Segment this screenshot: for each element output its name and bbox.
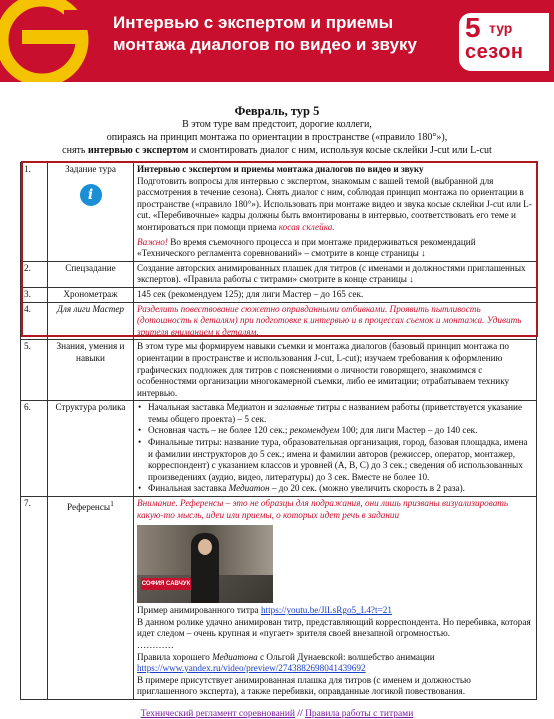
table-row [21,163,537,262]
table-row [21,401,537,497]
example-2: Правила хорошего Медиатона с Ольгой Дунаевской: волшебство анимации [137,651,435,662]
season-badge [459,13,549,71]
intro-line-2: опираясь на принцип монтажа по ориентации в пространстве («правило 180°»), [106,132,448,143]
header-title: Интервью с экспертом и приемы монтажа диалогов по видео и звуку [113,13,417,54]
row-content: 145 сек (рекомендуем 125); для лиги Мастер – до 165 сек. [134,287,537,302]
row-content [134,163,537,262]
row-number: 6. [21,401,48,497]
row-number: 7. [21,497,48,700]
row-label: Знания, умения и навыки [48,340,134,401]
row-content [134,401,537,497]
table-row [21,302,537,340]
header-banner [0,0,554,82]
list-item: • Финальная заставка Медиатон – до 20 сек. (можно увеличить скорость в 2 раза). [146,483,533,495]
row-label: Хронометраж [48,287,134,302]
table-row [21,497,537,700]
table-row [21,287,537,302]
info-icon: i [80,184,102,206]
season-number: 5 [465,12,481,43]
row-number: 4. [21,302,48,340]
list-item: • Начальная заставка Медиатон и заглавные титры с названием работы (приветствуется указание темы общего проекта) – 5 сек. [146,402,533,425]
row-number: 5. [21,340,48,401]
references-warning: Внимание. Референсы – это не образцы для подражания, они лишь призваны визуализировать какую-то мысль, идеи или приемы, о которых идет речь в задании [137,498,509,520]
separator-dots: ………… [137,640,174,650]
row-number: 2. [21,261,48,287]
row-content [134,497,537,700]
row-content: В этом туре мы формируем навыки съемки и монтажа диалогов (базовый принцип монтажа по ориентации в пространстве и использования J-cut, L-cut); изучаем требования к оформлению графических подложек для титров с пояснениями о личности говорящего, знакомимся с особенностями организации многокамерной съемки, либо ее имитации; отрабатываем технику интервью. [134,340,537,401]
row-label: Референсы$^1$ [48,497,134,700]
task-description: Подготовить вопросы для интервью с экспертом, знакомым с вашей темой (выбранной для рассмотрения в течение сезона). Снять диалог с ним, соблюдая принцип монтажа по ориентации в пространстве («правило 180°»). Использовать при монтаже видео и звука косые склейки J-cut или L-cut. «Перебивочные» кадры должны быть вмонтированы в интервью, соответствовать его теме и монтироваться при помощи приема косая склейка. [137,175,532,232]
intro-line-1: В этом туре вам предстоит, дорогие коллеги, [182,119,372,130]
thumbnail-name-plate: СОФИЯ САВЧУК [141,578,191,590]
row-label: Для лиги Мастер [48,302,134,340]
example-1-description: В данном ролике удачно анимирован титр, представляющий корреспондента. Но перебивка, которая идет следом – очень крупная и «пугает» зрителя своей внезапной огромностью. [137,616,531,639]
row-label: Задание тура i [48,163,134,262]
example-1: Пример анимированного титра https://youtu.be/JlLsRgo5_L4?t=21 [137,605,392,616]
row-content: Создание авторских анимированных плашек для титров (с именами и должностями приглашенных экспертов). «Правила работы с титрами» смотрите в конце страницы ↓ [134,261,537,287]
intro-text [0,118,554,157]
task-heading: Интервью с экспертом и приемы монтажа диалогов по видео и звуку [137,164,424,174]
row-content: Разделить повествование сюжетно оправданными отбивками. Проявить пытливость (дотошность к деталям) при подготовке к интервью и в процессах съемок и монтажа. Удивить зрителя вниманием к деталям. [134,302,537,340]
table-row [21,261,537,287]
list-item: • Финальные титры: название тура, образовательная организация, город, базовая площадка, имена и фамилии инструкторов до 5 сек.; имена и фамилии авторов (режиссер, оператор, монтажер, корреспондент) с указанием классов и уровней (А, В, С) до 3 сек.; сведения об использованных произведениях (аудио, видео, литературы) до 3 сек. Вместе не более 10. [146,437,533,483]
titles-rules-link[interactable]: Правила работы с титрами [305,709,414,719]
table-row [21,340,537,401]
footer-separator: // [295,709,306,719]
row-number: 1. [21,163,48,262]
intro-line-3: снять интервью с экспертом и смонтировать диалог с ним, используя косые склейки J-cut или L-cut [62,145,492,156]
season-word: сезон [465,41,524,63]
task-warning: Важно! Во время съемочного процесса и при монтаже придерживаться рекомендаций «Технического регламента соревнований» – смотрите в конце страницы ↓ [137,236,476,259]
document-title: Февраль, тур 5 [234,104,320,118]
yandex-video-link[interactable]: https://www.yandex.ru/video/preview/2743882698041439692 [137,663,366,674]
regulations-link[interactable]: Технический регламент соревнований [140,709,296,719]
season-tour: тур [489,20,513,36]
footnote-marker: 1 [110,499,114,509]
youtube-link[interactable]: https://youtu.be/JlLsRgo5_L4?t=21 [260,605,392,616]
structure-list [137,402,533,495]
row-label: Структура ролика [48,401,134,497]
row-label: Спецзадание [48,261,134,287]
task-table [20,162,537,700]
mediaton-logo-icon [0,0,94,82]
row-number: 3. [21,287,48,302]
video-thumbnail[interactable] [137,525,273,603]
list-item: • Основная часть – не более 120 сек.; рекомендуем 100; для лиги Мастер – до 140 сек. [146,425,533,437]
example-2-description: В примере присутствует анимированная плашка для титров (с именем и должностью приглашенного эксперта), а также перебивки, оправданные логикой повествования. [137,674,471,697]
